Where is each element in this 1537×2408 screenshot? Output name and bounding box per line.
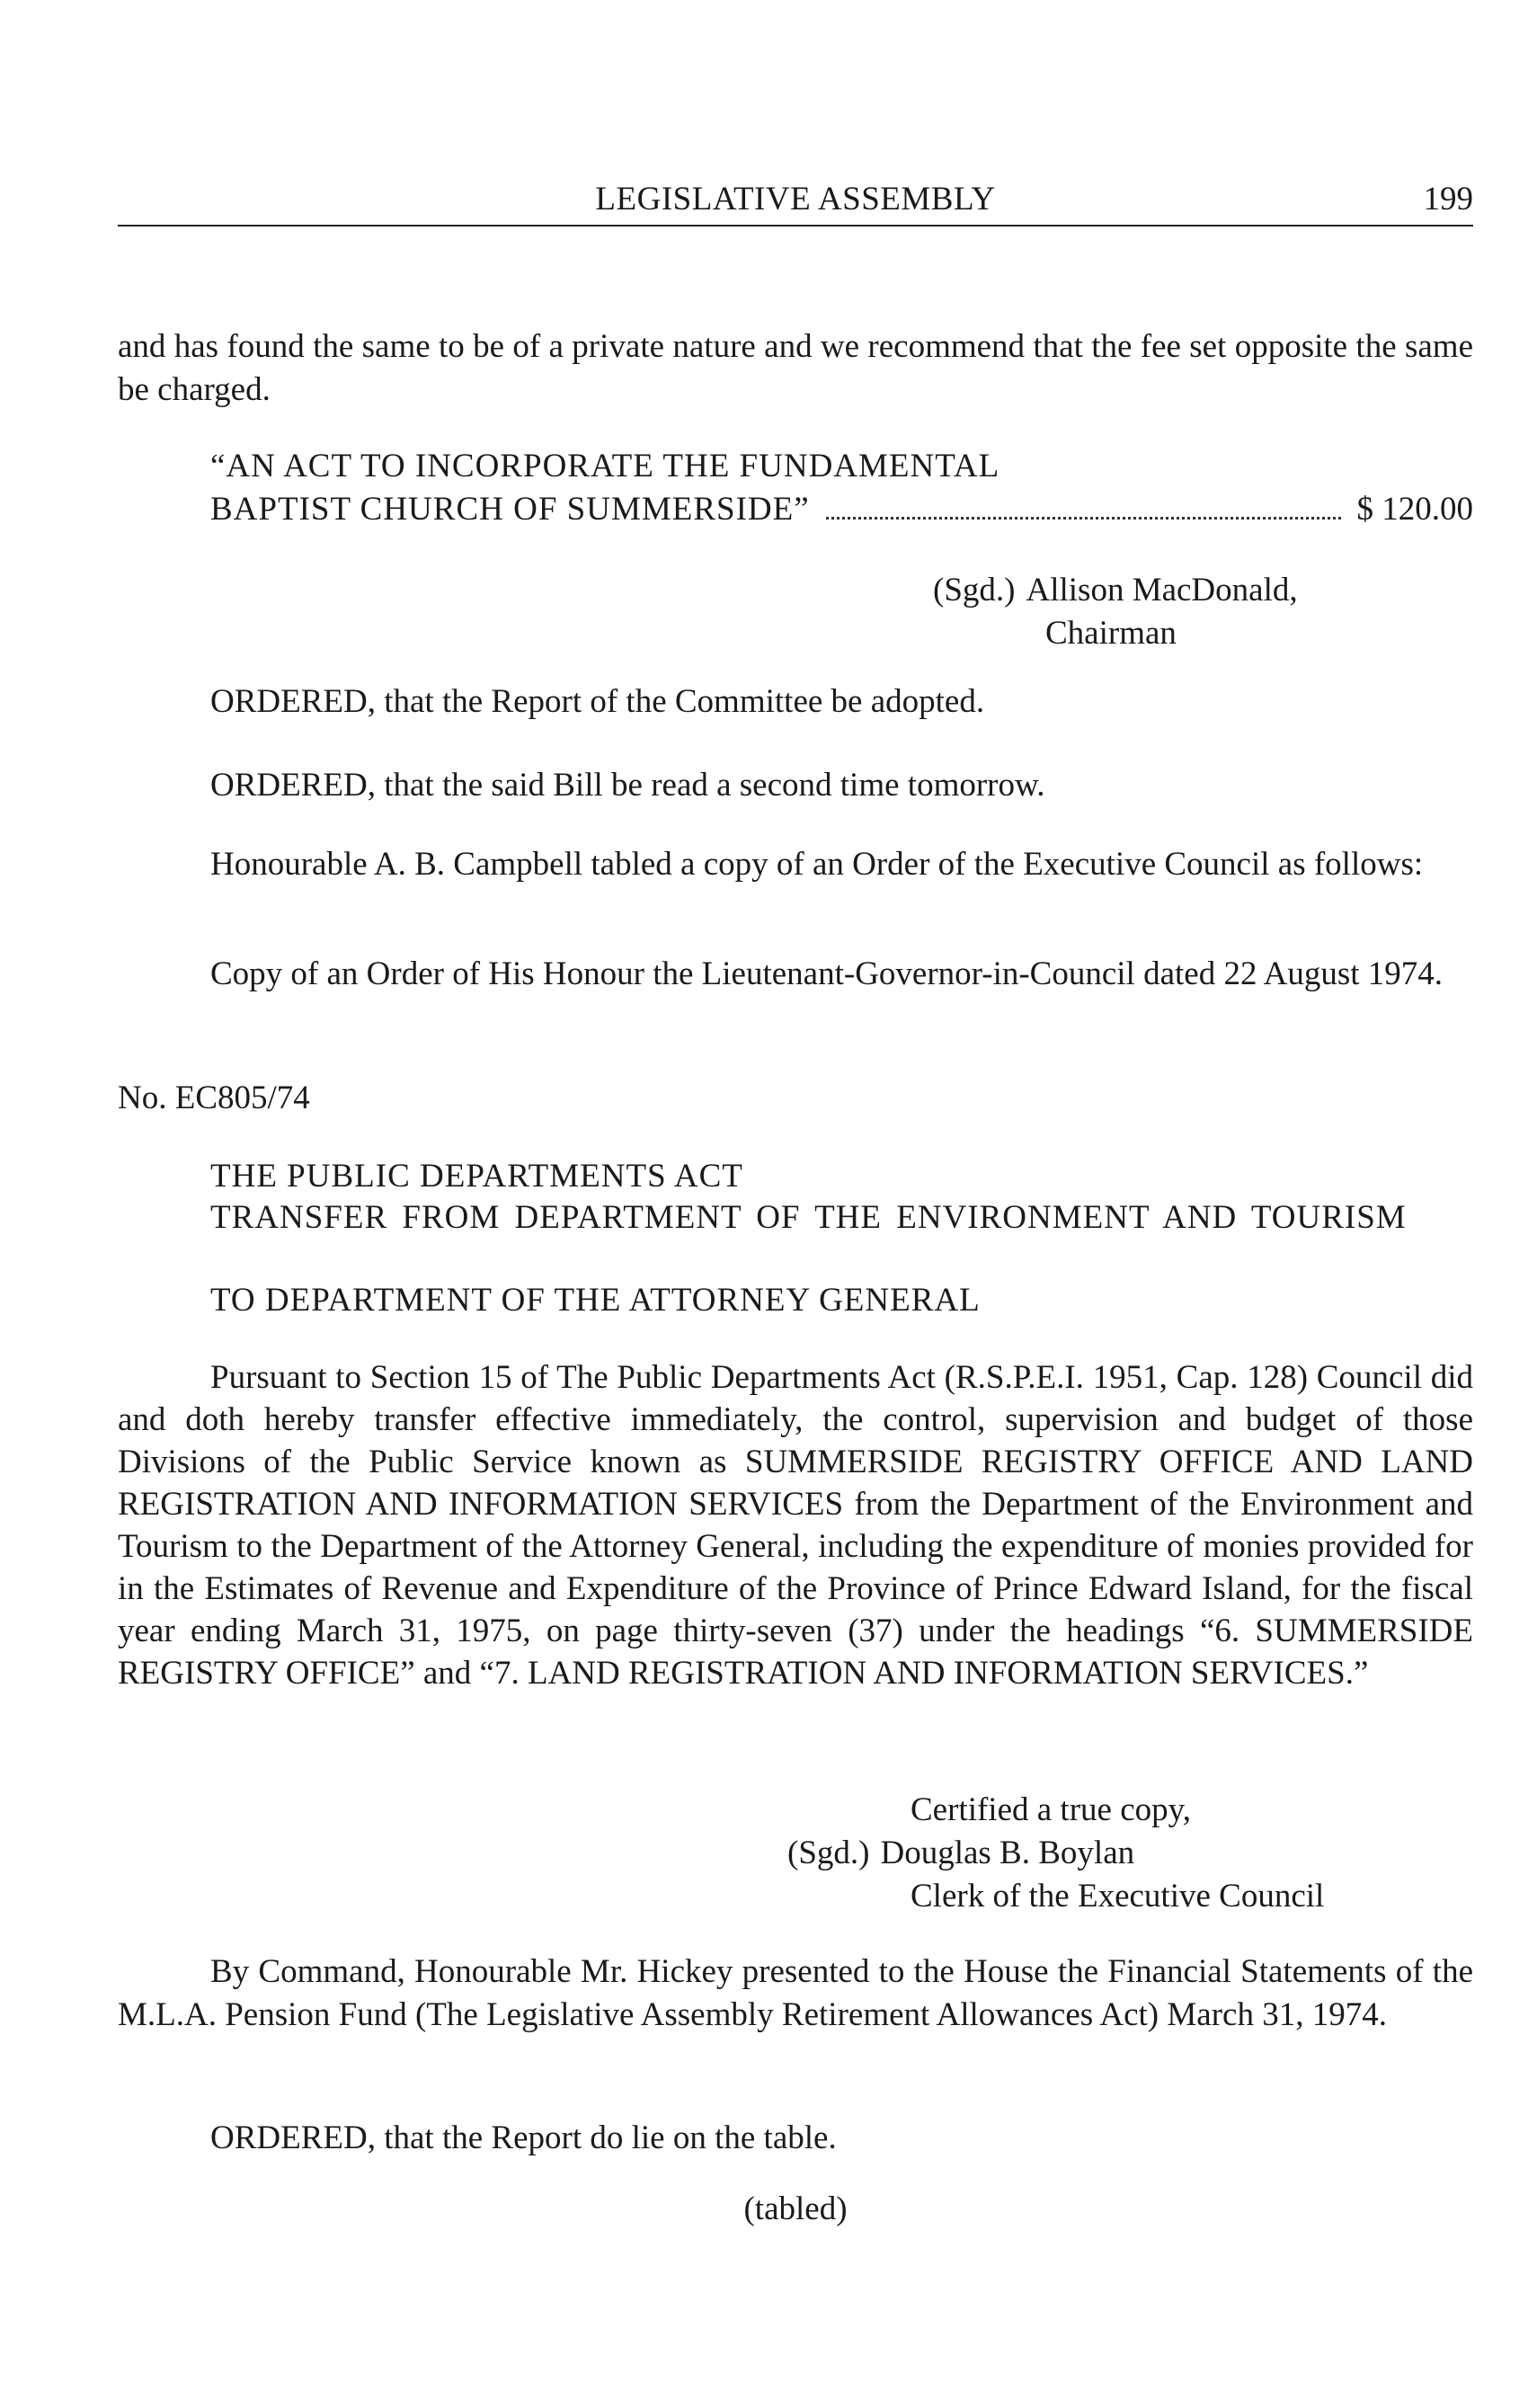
hickey-paragraph: By Command, Honourable Mr. Hickey presented to the House the Financial Statements of the M.L.A. Pension Fund (The Legislative Assembly Retirement Allowances Act) March 31, 1974. [118,1953,1473,2033]
signatory-title: Clerk of the Executive Council [911,1878,1325,1915]
ordered-lie-on-table: ORDERED, that the Report do lie on the table. [210,2119,837,2156]
signatory-title: Chairman [1045,615,1177,652]
ordered-second-reading: ORDERED, that the said Bill be read a second time tomorrow. [210,767,1045,804]
bill-fee-row [210,488,1473,531]
dot-leader [826,517,1341,520]
page-number: 199 [1423,181,1473,218]
signatory-name: Allison MacDonald, [1026,572,1298,609]
clerk-signature [787,1789,1324,1918]
signature-prefix: (Sgd.) [933,572,1016,609]
bill-fee-amount: $ 120.00 [1356,491,1473,528]
tabled-note: (tabled) [743,2190,848,2227]
running-title: LEGISLATIVE ASSEMBLY [595,181,996,218]
bill-title-line-2: BAPTIST CHURCH OF SUMMERSIDE” [210,491,810,528]
signature-prefix: (Sgd.) [787,1835,870,1871]
certified-line: Certified a true copy, [911,1791,1191,1828]
running-header [118,178,1473,227]
pursuant-paragraph: Pursuant to Section 15 of The Public Departments Act (R.S.P.E.I. 1951, Cap. 128) Council did and doth hereby transfer effective immediately, the control, supervision and budget of those Divisions of the Public Service known as SUMMERSIDE REGISTRY OFFICE AND LAND REGISTRATION AND INFORMATION SERVICES from the Department of the Environment and Tourism to the Department of the Attorney General, including the expenditure of monies provided for in the Estimates of Revenue and Expenditure of the Province of Prince Edward Island, for the fiscal year ending March 31, 1975, on page thirty-seven (37) under the headings “6. SUMMERSIDE REGISTRY OFFICE” and “7. LAND REGISTRATION AND INFORMATION SERVICES.” [118,1359,1473,1692]
continuation-paragraph: and has found the same to be of a private nature and we recommend that the fee set opposite the same be charged. [118,328,1473,408]
committee-signature [933,569,1298,655]
act-heading-2: TRANSFER FROM DEPARTMENT OF THE ENVIRONMENT AND TOURISM [210,1199,1407,1236]
act-heading-3: TO DEPARTMENT OF THE ATTORNEY GENERAL [210,1282,981,1319]
ordered-report-adopted: ORDERED, that the Report of the Committee be adopted. [210,683,985,720]
signatory-name: Douglas B. Boylan [880,1835,1135,1871]
copy-order-paragraph: Copy of an Order of His Honour the Lieutenant-Governor-in-Council dated 22 August 1974. [210,955,1444,992]
order-number: No. EC805/74 [118,1080,310,1116]
campbell-paragraph: Honourable A. B. Campbell tabled a copy of an Order of the Executive Council as follows: [210,846,1424,883]
bill-title-line-1: “AN ACT TO INCORPORATE THE FUNDAMENTAL [210,448,1000,484]
act-heading-1: THE PUBLIC DEPARTMENTS ACT [210,1158,743,1195]
